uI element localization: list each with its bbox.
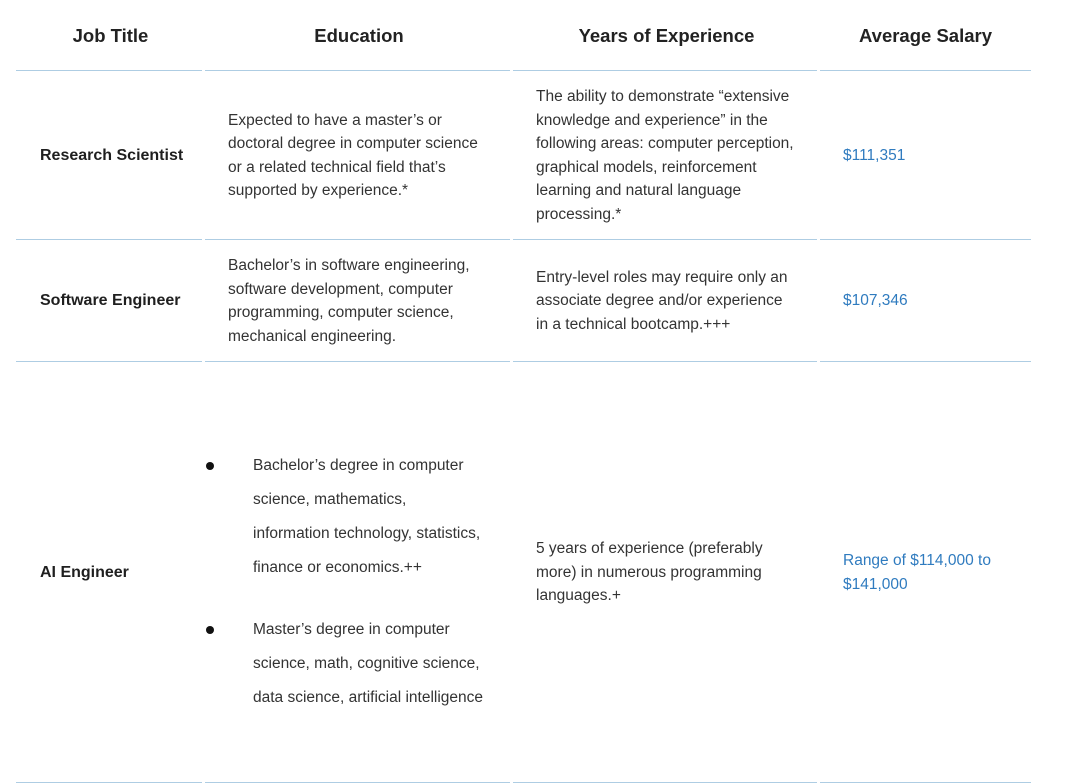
education-cell [205, 362, 513, 783]
education-cell [205, 71, 513, 240]
experience-text: Entry-level roles may require only an associate degree and/or experience in a technical bootcamp.+++ [536, 268, 788, 333]
salary-cell [820, 362, 1031, 783]
salary-link[interactable]: $107,346 [843, 292, 908, 310]
header-education: Education [205, 0, 513, 71]
table-header-row [16, 0, 1031, 71]
table-row [16, 362, 1031, 783]
job-title: Research Scientist [40, 146, 184, 164]
education-text: Bachelor’s in software engineering, software development, computer programming, computer science, mechanical engineering. [228, 257, 470, 345]
experience-cell [513, 362, 820, 783]
job-title: AI Engineer [40, 563, 129, 581]
list-item [217, 449, 487, 585]
experience-text: The ability to demonstrate “extensive knowledge and experience” in the following areas: computer perception, graphical models, reinforcement learning and natural language processing.* [536, 88, 794, 223]
bullet-icon [206, 626, 214, 634]
table-row [16, 71, 1031, 240]
header-job-title: Job Title [16, 0, 205, 71]
salary-link[interactable]: $111,351 [843, 146, 906, 164]
education-text: Expected to have a master’s or doctoral degree in computer science or a related technical field that’s supported by experience.* [228, 111, 478, 199]
salary-link[interactable]: Range of $114,000 to $141,000 [843, 552, 991, 593]
experience-cell [513, 240, 820, 362]
table-row [16, 240, 1031, 362]
salary-cell [820, 240, 1031, 362]
education-list-text: Master’s degree in computer science, math, cognitive science, data science, artificial intelligence [253, 620, 484, 706]
education-list-text: Bachelor’s degree in computer science, mathematics, information technology, statistics, finance or economics.++ [253, 456, 481, 576]
job-title: Software Engineer [40, 292, 181, 309]
experience-cell [513, 71, 820, 240]
list-item [217, 613, 487, 715]
career-comparison-table [16, 0, 1031, 783]
experience-text: 5 years of experience (preferably more) in numerous programming languages.+ [536, 540, 763, 605]
header-average-salary: Average Salary [820, 0, 1031, 71]
education-cell [205, 240, 513, 362]
salary-cell [820, 71, 1031, 240]
header-years-of-experience: Years of Experience [513, 0, 820, 71]
job-title-cell [16, 240, 205, 362]
job-title-cell [16, 71, 205, 240]
bullet-icon [206, 462, 214, 470]
job-title-cell [16, 362, 205, 783]
education-list [217, 449, 487, 715]
